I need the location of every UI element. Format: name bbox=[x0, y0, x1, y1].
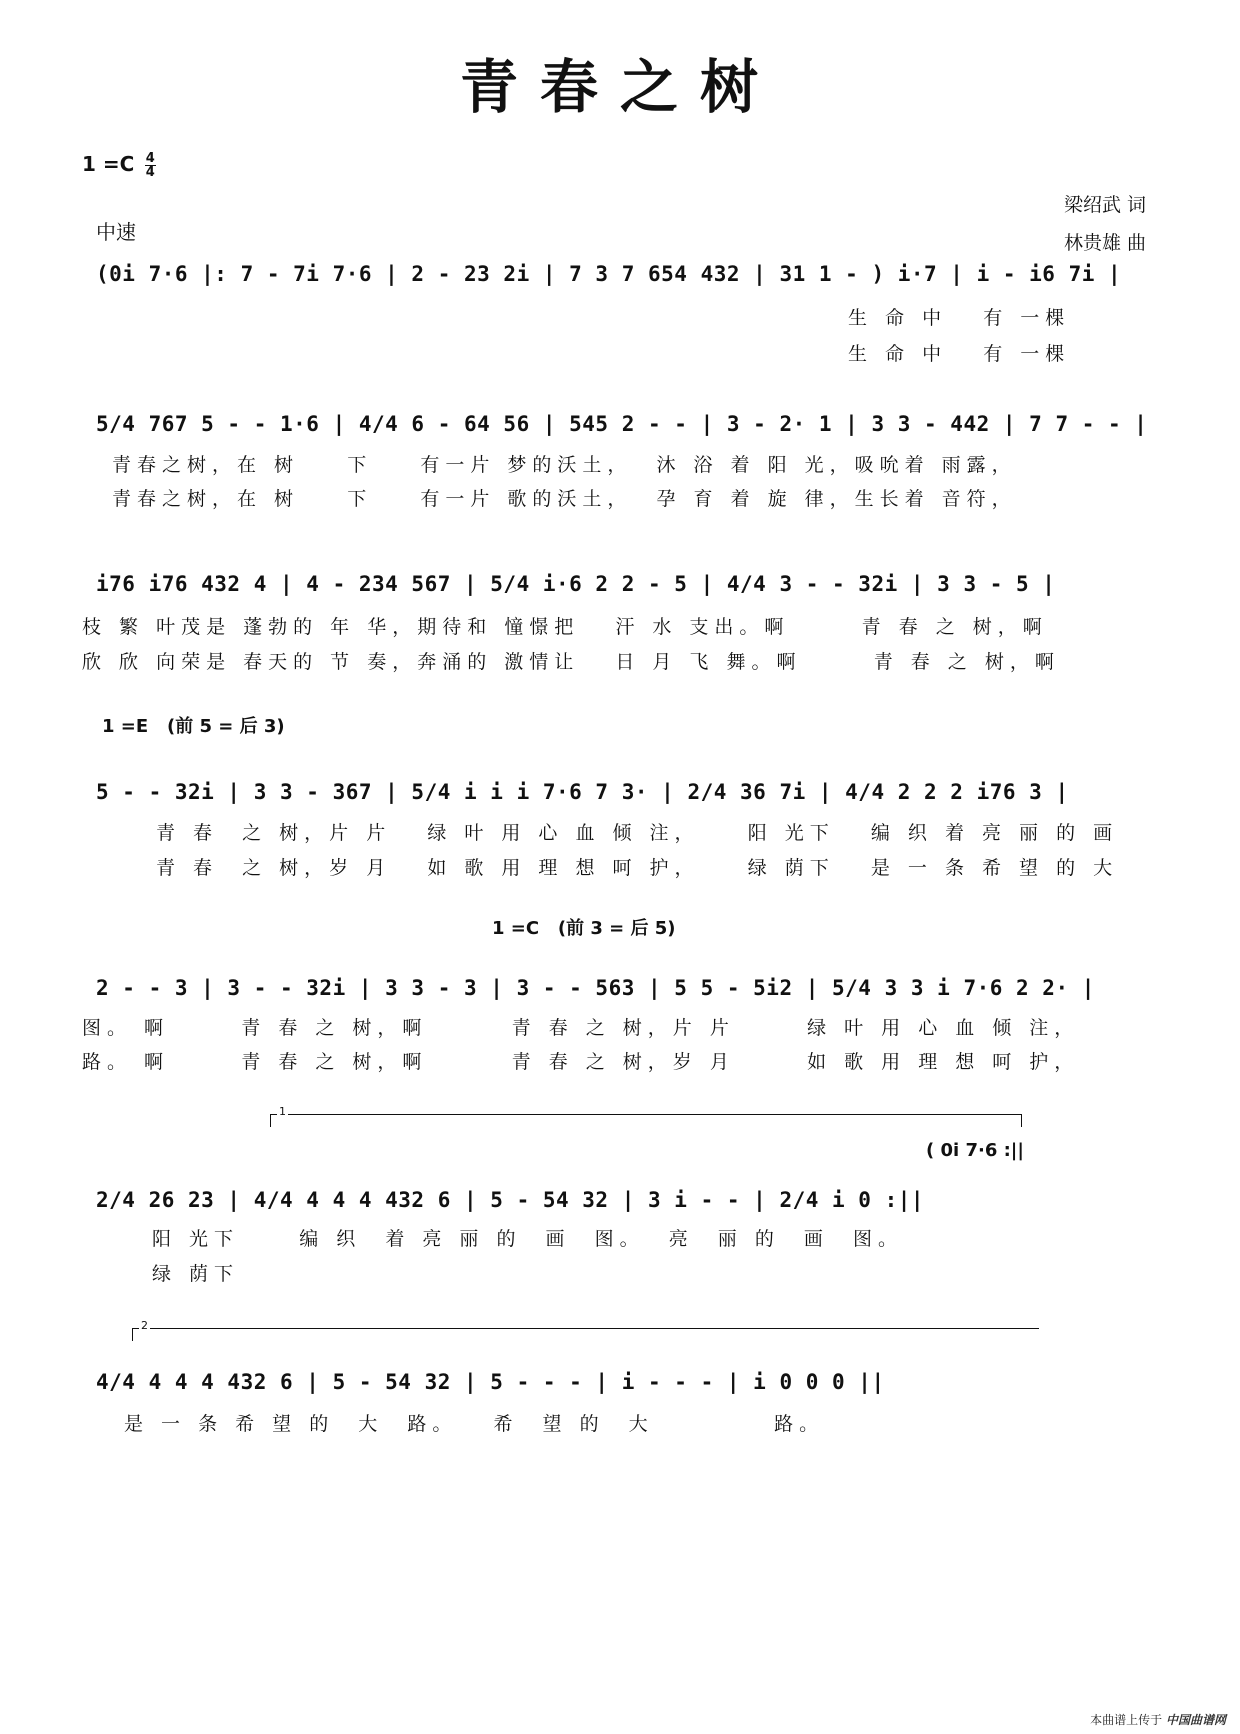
lyrics-line-5-verse-1: 图。 啊 青 春 之 树，啊 青 春 之 树，片 片 绿 叶 用 心 血 倾 注， bbox=[82, 1017, 1080, 1039]
lyrics-line-3-verse-2: 欣 欣 向荣是 春天的 节 奏，奔涌的 激情让 日 月 飞 舞。啊 青 春 之 树，啊 bbox=[82, 651, 1060, 673]
volta-bracket-1 bbox=[270, 1105, 1022, 1127]
notation-line-2: 5/4 767 5 - - 1·6 | 4/4 6 - 64 56 | 545 2 - - | 3 - 2· 1 | 3 3 - 442 | 7 7 - - | bbox=[96, 412, 1148, 436]
notation-line-6: 2/4 26 23 | 4/4 4 4 4 432 6 | 5 - 54 32 | 3 i - - | 2/4 i 0 :|| bbox=[96, 1188, 925, 1212]
lyricist-credit: 梁绍武 词 bbox=[1063, 194, 1146, 216]
repeat-pickup: ( 0i 7·6 :|| bbox=[926, 1140, 1024, 1161]
key-time-signature bbox=[82, 152, 160, 179]
modulation-marking-1: 1 =E (前 5 = 后 3) bbox=[102, 716, 285, 737]
notation-line-4: 5 - - 32i | 3 3 - 367 | 5/4 i i i 7·6 7 3· | 2/4 36 7i | 4/4 2 2 2 i76 3 | bbox=[96, 780, 1069, 804]
lyrics-line-4-verse-1: 青 春 之 树，片 片 绿 叶 用 心 血 倾 注， 阳 光下 编 织 着 亮 丽 的 画 bbox=[156, 822, 1119, 844]
lyrics-line-5-verse-2: 路。 啊 青 春 之 树，啊 青 春 之 树，岁 月 如 歌 用 理 想 呵 护， bbox=[82, 1051, 1080, 1073]
lyrics-line-6-verse-2: 绿 荫下 bbox=[152, 1263, 240, 1285]
upload-text: 本曲谱上传于 bbox=[1090, 1713, 1163, 1727]
credits bbox=[1064, 186, 1146, 262]
site-brand: 中国曲谱网 bbox=[1165, 1713, 1226, 1727]
notation-line-7: 4/4 4 4 4 432 6 | 5 - 54 32 | 5 - - - | i - - - | i 0 0 0 || bbox=[96, 1370, 885, 1394]
lyrics-line-1-verse-1: 生 命 中 有 一棵 bbox=[848, 307, 1071, 329]
lyrics-line-4-verse-2: 青 春 之 树，岁 月 如 歌 用 理 想 呵 护， 绿 荫下 是 一 条 希 望 的 大 bbox=[156, 857, 1119, 879]
notation-line-5: 2 - - 3 | 3 - - 32i | 3 3 - 3 | 3 - - 563 | 5 5 - 5i2 | 5/4 3 3 i 7·6 2 2· | bbox=[96, 976, 1095, 1000]
lyrics-line-6-verse-1: 阳 光下 编 织 着 亮 丽 的 画 图。 亮 丽 的 画 图。 bbox=[152, 1228, 903, 1250]
tempo-marking: 中速 bbox=[96, 220, 136, 244]
modulation-marking-2: 1 =C (前 3 = 后 5) bbox=[492, 918, 676, 939]
lyrics-line-2-verse-1: 青春之树，在 树 下 有一片 梦的沃土， 沐 浴 着 阳 光，吸吮着 雨露， bbox=[112, 454, 1017, 476]
key-signature: 1 =C bbox=[82, 152, 135, 176]
volta-number-1: 1 bbox=[279, 1105, 286, 1118]
lyrics-line-2-verse-2: 青春之树，在 树 下 有一片 歌的沃土， 孕 育 着 旋 律，生长着 音符， bbox=[112, 488, 1017, 510]
volta-number-2: 2 bbox=[141, 1319, 148, 1332]
page-title: 青春之树 bbox=[459, 53, 780, 121]
lyrics-line-7-verse-1: 是 一 条 希 望 的 大 路。 希 望 的 大 路。 bbox=[124, 1413, 825, 1435]
time-signature: $\frac{4}{4}$ bbox=[145, 151, 155, 180]
notation-line-1: (0i 7·6 |: 7 - 7i 7·6 | 2 - 23 2i | 7 3 7 654 432 | 31 1 - ) i·7 | i - i6 7i | bbox=[96, 262, 1122, 286]
composer-credit: 林贵雄 曲 bbox=[1063, 232, 1146, 254]
lyrics-line-3-verse-1: 枝 繁 叶茂是 蓬勃的 年 华，期待和 憧憬把 汗 水 支出。啊 青 春 之 树，啊 bbox=[82, 616, 1048, 638]
volta-bracket-2 bbox=[132, 1319, 1039, 1341]
footer-watermark bbox=[1090, 1711, 1226, 1728]
notation-line-3: i76 i76 432 4 | 4 - 234 567 | 5/4 i·6 2 2 - 5 | 4/4 3 - - 32i | 3 3 - 5 | bbox=[96, 572, 1056, 596]
lyrics-line-1-verse-2: 生 命 中 有 一棵 bbox=[848, 343, 1071, 365]
